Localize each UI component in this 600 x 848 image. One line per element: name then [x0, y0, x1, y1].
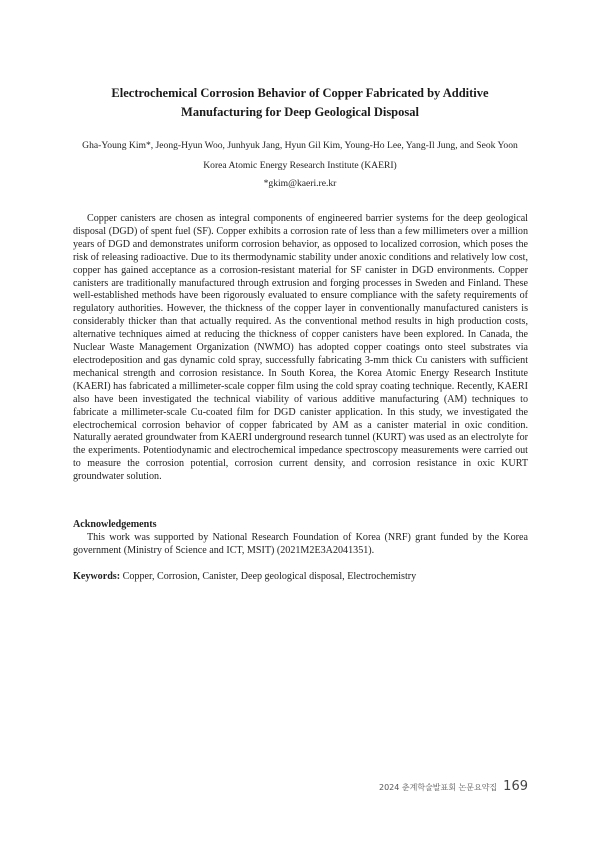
- paper-title-line-1: Electrochemical Corrosion Behavior of Copper Fabricated by Additive: [111, 86, 489, 100]
- corresponding-email: *gkim@kaeri.re.kr: [263, 178, 337, 189]
- paper-title-line-2: Manufacturing for Deep Geological Disposal: [181, 105, 419, 119]
- keywords-line: [73, 571, 528, 584]
- acknowledgements-heading: Acknowledgements: [73, 519, 157, 530]
- footer-proceedings-title: 2024 춘계학술발표회 논문요약집: [378, 783, 498, 792]
- page-footer: [379, 779, 528, 794]
- keywords-text: Copper, Corrosion, Canister, Deep geological disposal, Electrochemistry: [120, 571, 417, 582]
- acknowledgements-body: This work was supported by National Research Foundation of Korea (NRF) grant funded by the Korea government (Ministry of Science and ICT, MSIT) (2021M2E3A2041351).: [73, 532, 528, 556]
- paper-title: [75, 84, 525, 122]
- keywords-label: Keywords:: [73, 571, 121, 582]
- affiliation: Korea Atomic Energy Research Institute (KAERI): [203, 160, 397, 171]
- author-list: Gha-Young Kim*, Jeong-Hyun Woo, Junhyuk Jang, Hyun Gil Kim, Young-Ho Lee, Yang-Il Jung, and Seok Yoon: [82, 140, 518, 151]
- abstract-body: Copper canisters are chosen as integral components of engineered barrier systems for the deep geological disposal (DGD) of spent fuel (SF). Copper exhibits a corrosion rate of less than a few millimeters over a million years of DGD and demonstrates uniform corrosion behavior, as opposed to localized corrosion, which poses the risk of releasing radioactive. Due to its thermodynamic stability under anoxic conditions and relatively low cost, copper has gained acceptance as a corrosion-resistant material for SF canister in DGD environments. Copper canisters are traditionally manufactured through extrusion and forging processes in Sweden and Finland. These well-established methods have been rigorously evaluated to ensure compliance with the safety requirements of regulatory authorities. However, the thickness of the copper layer in conventionally manufactured canisters is considerably thicker than that actually required. As the conventional method results in high production costs, alternative techniques aimed at reducing the thickness of copper canisters have been explored. In Canada, the Nuclear Waste Management Organization (NWMO) has adopted copper coatings onto steel substrates via electrodeposition and gas dynamic cold spray, successfully fabricating 3-mm thick Cu canisters with sufficient mechanical strength and corrosion resistance. In South Korea, the Korea Atomic Energy Research Institute (KAERI) has fabricated a millimeter-scale copper film using the cold spray coating technique. Recently, KAERI also have been investigated the technical viability of various additive manufacturing (AM) techniques to fabricate a millimeter-scale Cu-coated film for DGD canister application. In this study, we investigated the electrochemical corrosion behavior of copper fabricated by AM as a canister material in oxic condition. Naturally aerated groundwater from KAERI underground research tunnel (KURT) was used as an electrolyte for the experiments. Potentiodynamic and electrochemical impedance spectroscopy measurements were carried out to measure the corrosion potential, corrosion current density, and corrosion resistance in oxic KURT groundwater solution.: [73, 213, 528, 483]
- page-number: 169: [503, 779, 528, 794]
